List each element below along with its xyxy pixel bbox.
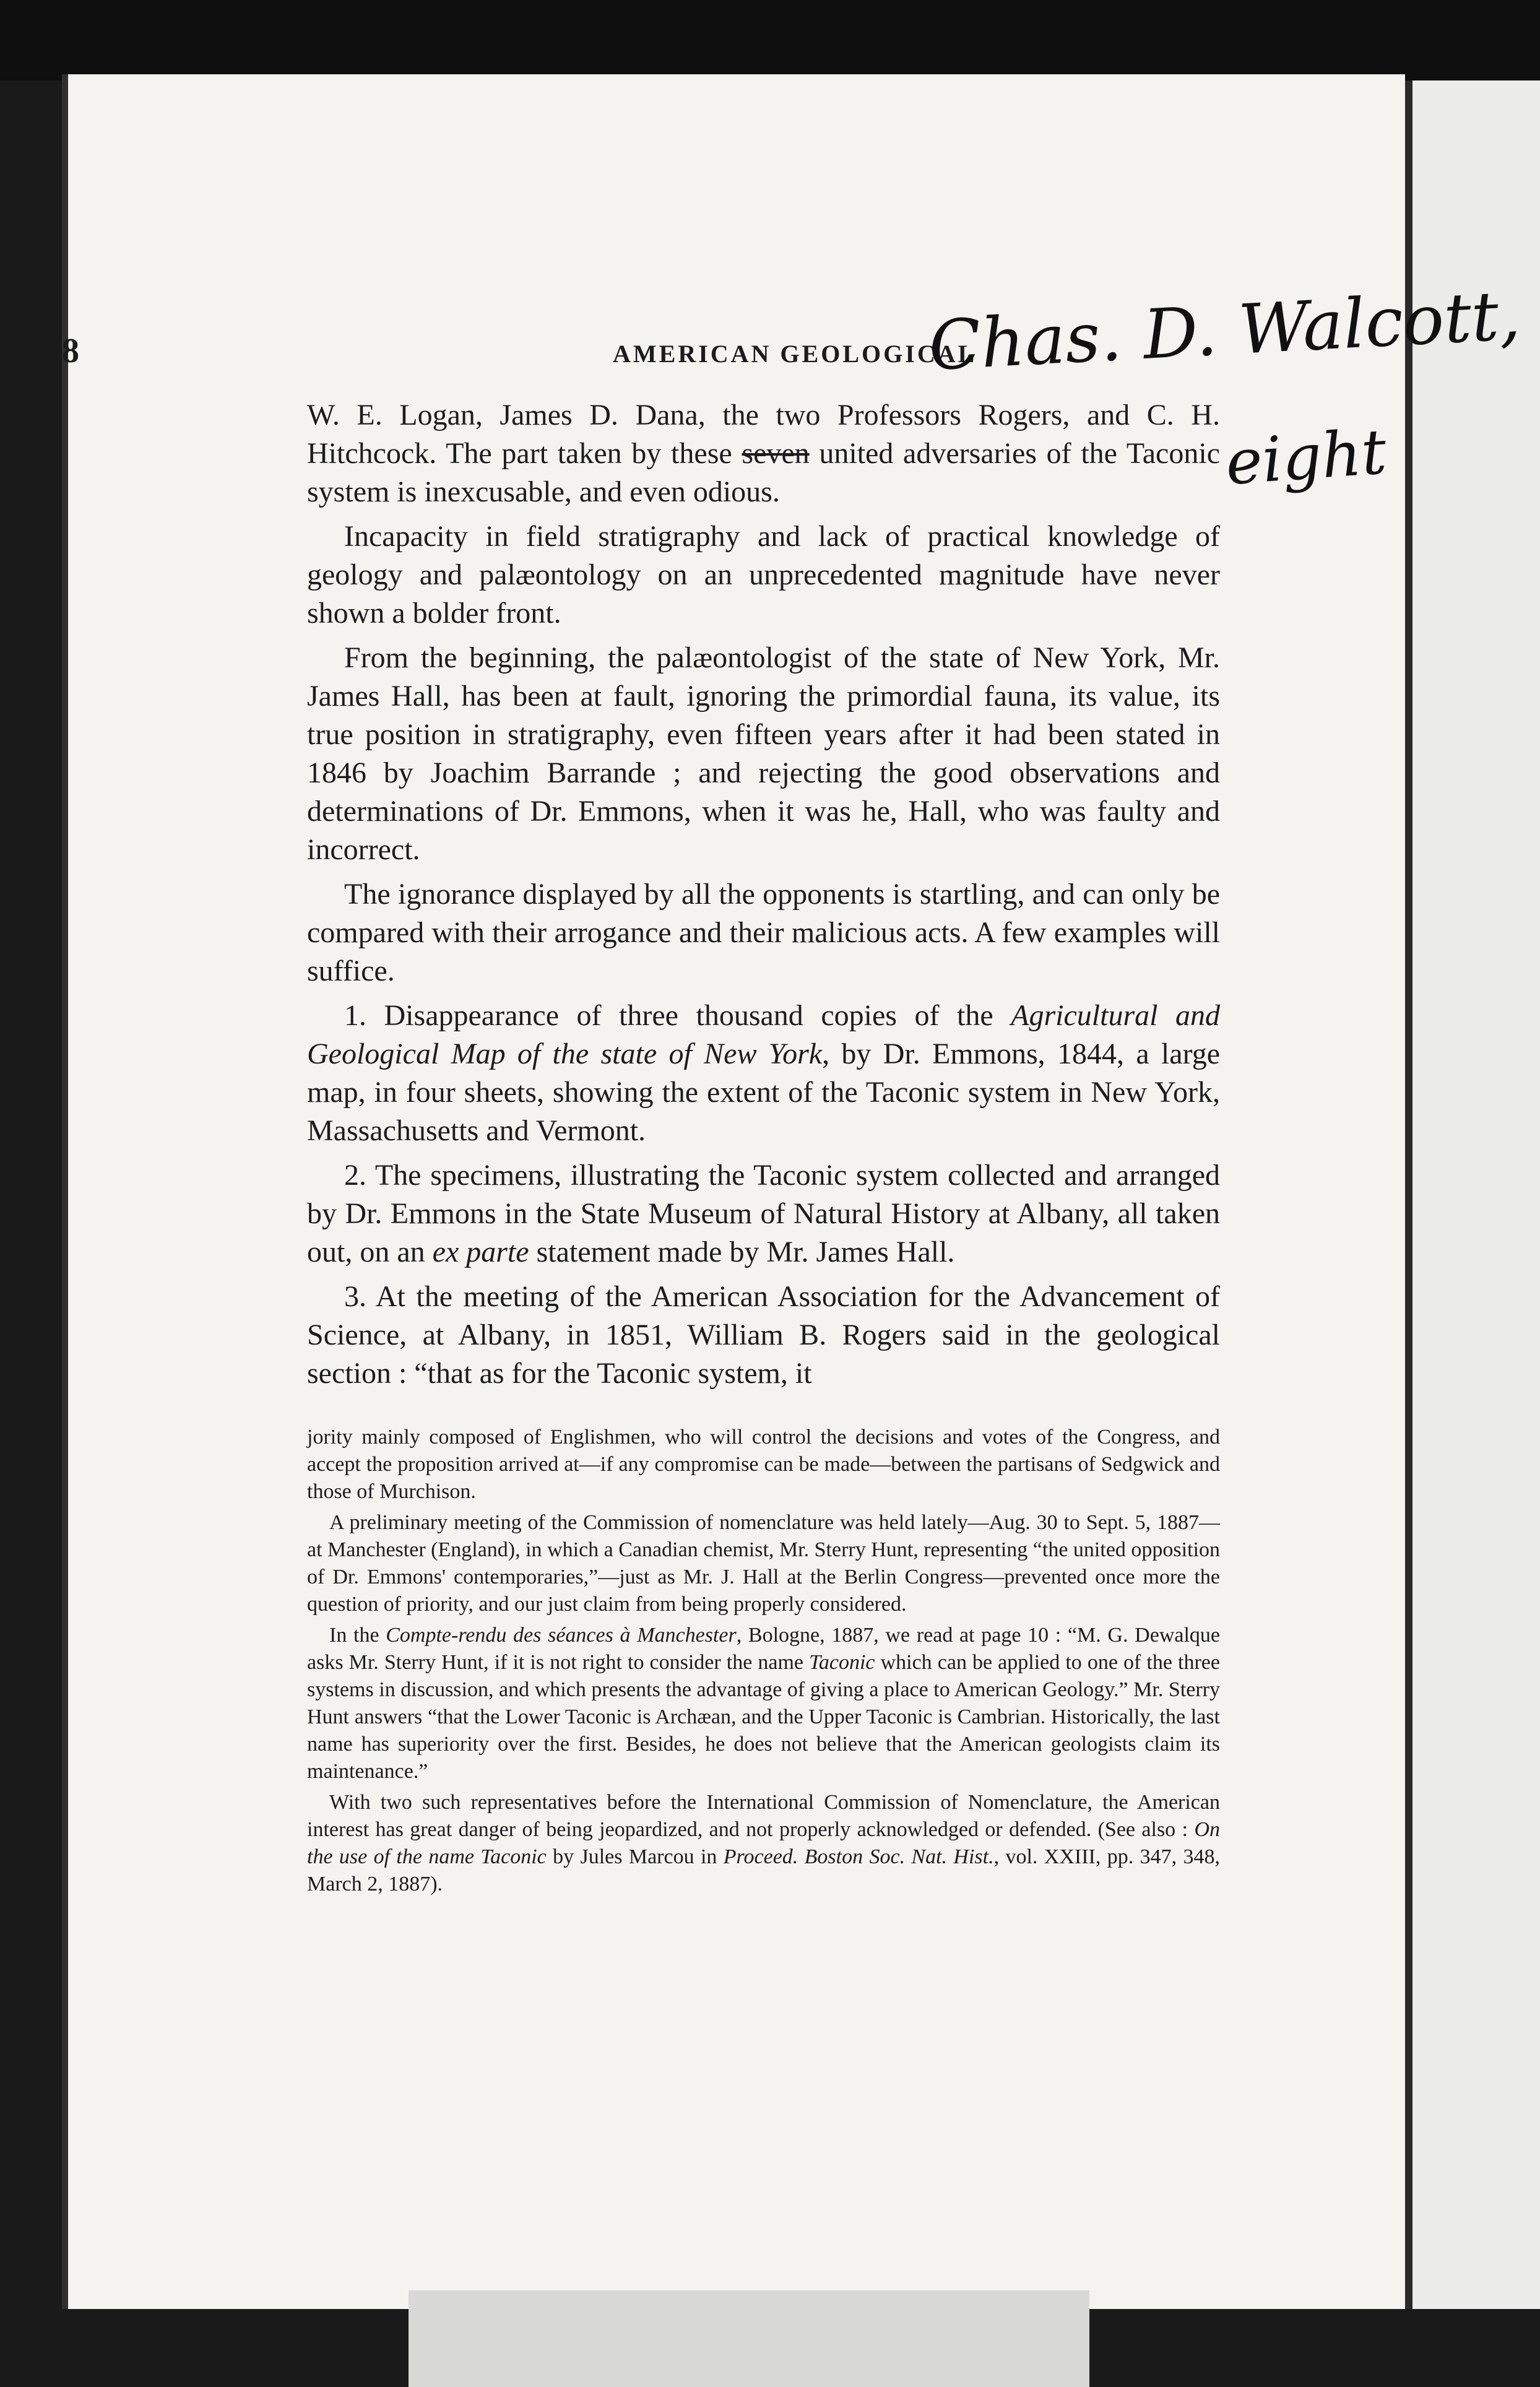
- running-head: AMERICAN GEOLOGICAL: [613, 340, 977, 368]
- paragraph-5: 1. Disappearance of three thousand copies of the Agricultural and Geological Map of the state of New York, by Dr. Emmons, 1844, a large map, in four sheets, showing the extent of the Taconic system in New York, Massachusetts and Vermont.: [307, 999, 1221, 1147]
- footnotes: [307, 1424, 1220, 1898]
- scan-background-top: [0, 0, 1540, 80]
- footnote-1: jority mainly composed of Englishmen, who will control the decisions and votes of the Congress, and accept the proposition arrived at—if any compromise can be made—between the partisans of Sedgwick and those of Murchison.: [307, 1426, 1220, 1503]
- map-title: Agricultural and Geological Map of the state of New York: [307, 999, 1221, 1070]
- handwritten-correction: eight: [1223, 415, 1389, 499]
- page-bottom-shadow: [409, 2290, 1089, 2387]
- paragraph-3: From the beginning, the palæontologist of the state of New York, Mr. James Hall, has been at fault, ignoring the primordial fauna, its value, its true position in stratigraphy, even fifteen years after it had been stated in 1846 by Joachim Barrande ; and rejecting the good observations and determinations of Dr. Emmons, when it was he, Hall, who was faulty and incorrect.: [307, 641, 1220, 866]
- paragraph-2: Incapacity in field stratigraphy and lack of practical knowledge of geology and palæontology on an unprecedented magnitude have never shown a bolder front.: [307, 520, 1220, 630]
- main-text: [307, 396, 1220, 1393]
- page-number: 8: [62, 332, 79, 370]
- paragraph-4: The ignorance displayed by all the opponents is startling, and can only be compared with their arrogance and their malicious acts. A few examples will suffice.: [307, 878, 1220, 987]
- struck-word: seven: [742, 437, 810, 470]
- paragraph-7: 3. At the meeting of the American Association for the Advancement of Science, at Albany, in 1851, William B. Rogers said in the geological section : “that as for the Taconic system, it: [307, 1280, 1220, 1390]
- footnote-4: With two such representatives before the International Commission of Nomenclature, the American interest has great danger of being jeopardized, and not properly acknowledged or defended. (See also : On the use of the name Taconic by Jules Marcou in Proceed. Boston Soc. Nat. Hist., vol. XXIII, pp. 347, 348, March 2, 1887).: [307, 1791, 1220, 1895]
- paragraph-6: 2. The specimens, illustrating the Taconic system collected and arranged by Dr. Emmons in the State Museum of Natural History at Albany, all taken out, on an ex parte statement made by Mr. James Hall.: [307, 1159, 1220, 1268]
- paragraph-1: W. E. Logan, James D. Dana, the two Professors Rogers, and C. H. Hitchcock. The part taken by these seven united adversaries of the Taconic system is inexcusable, and even odious.: [307, 399, 1221, 508]
- facing-page-edge: [1405, 80, 1540, 2309]
- handwritten-signature: Chas. D. Walcott,: [927, 275, 1523, 386]
- footnote-3: In the Compte-rendu des séances à Manchester, Bologne, 1887, we read at page 10 : “M. G. Dewalque asks Mr. Sterry Hunt, if it is not right to consider the name Taconic which can be applied to one of the three systems in discussion, and which presents the advantage of giving a place to American Geology.” Mr. Sterry Hunt answers “that the Lower Taconic is Archæan, and the Upper Taconic is Cambrian. Historically, the last name has superiority over the first. Besides, he does not believe that the American geologists claim its maintenance.”: [307, 1624, 1220, 1783]
- footnote-2: A preliminary meeting of the Commission of nomenclature was held lately—Aug. 30 to Sept. 5, 1887—at Manchester (England), in which a Canadian chemist, Mr. Sterry Hunt, representing “the united opposition of Dr. Emmons' contemporaries,”—just as Mr. J. Hall at the Berlin Congress—prevented once more the question of priority, and our just claim from being properly considered.: [307, 1511, 1220, 1616]
